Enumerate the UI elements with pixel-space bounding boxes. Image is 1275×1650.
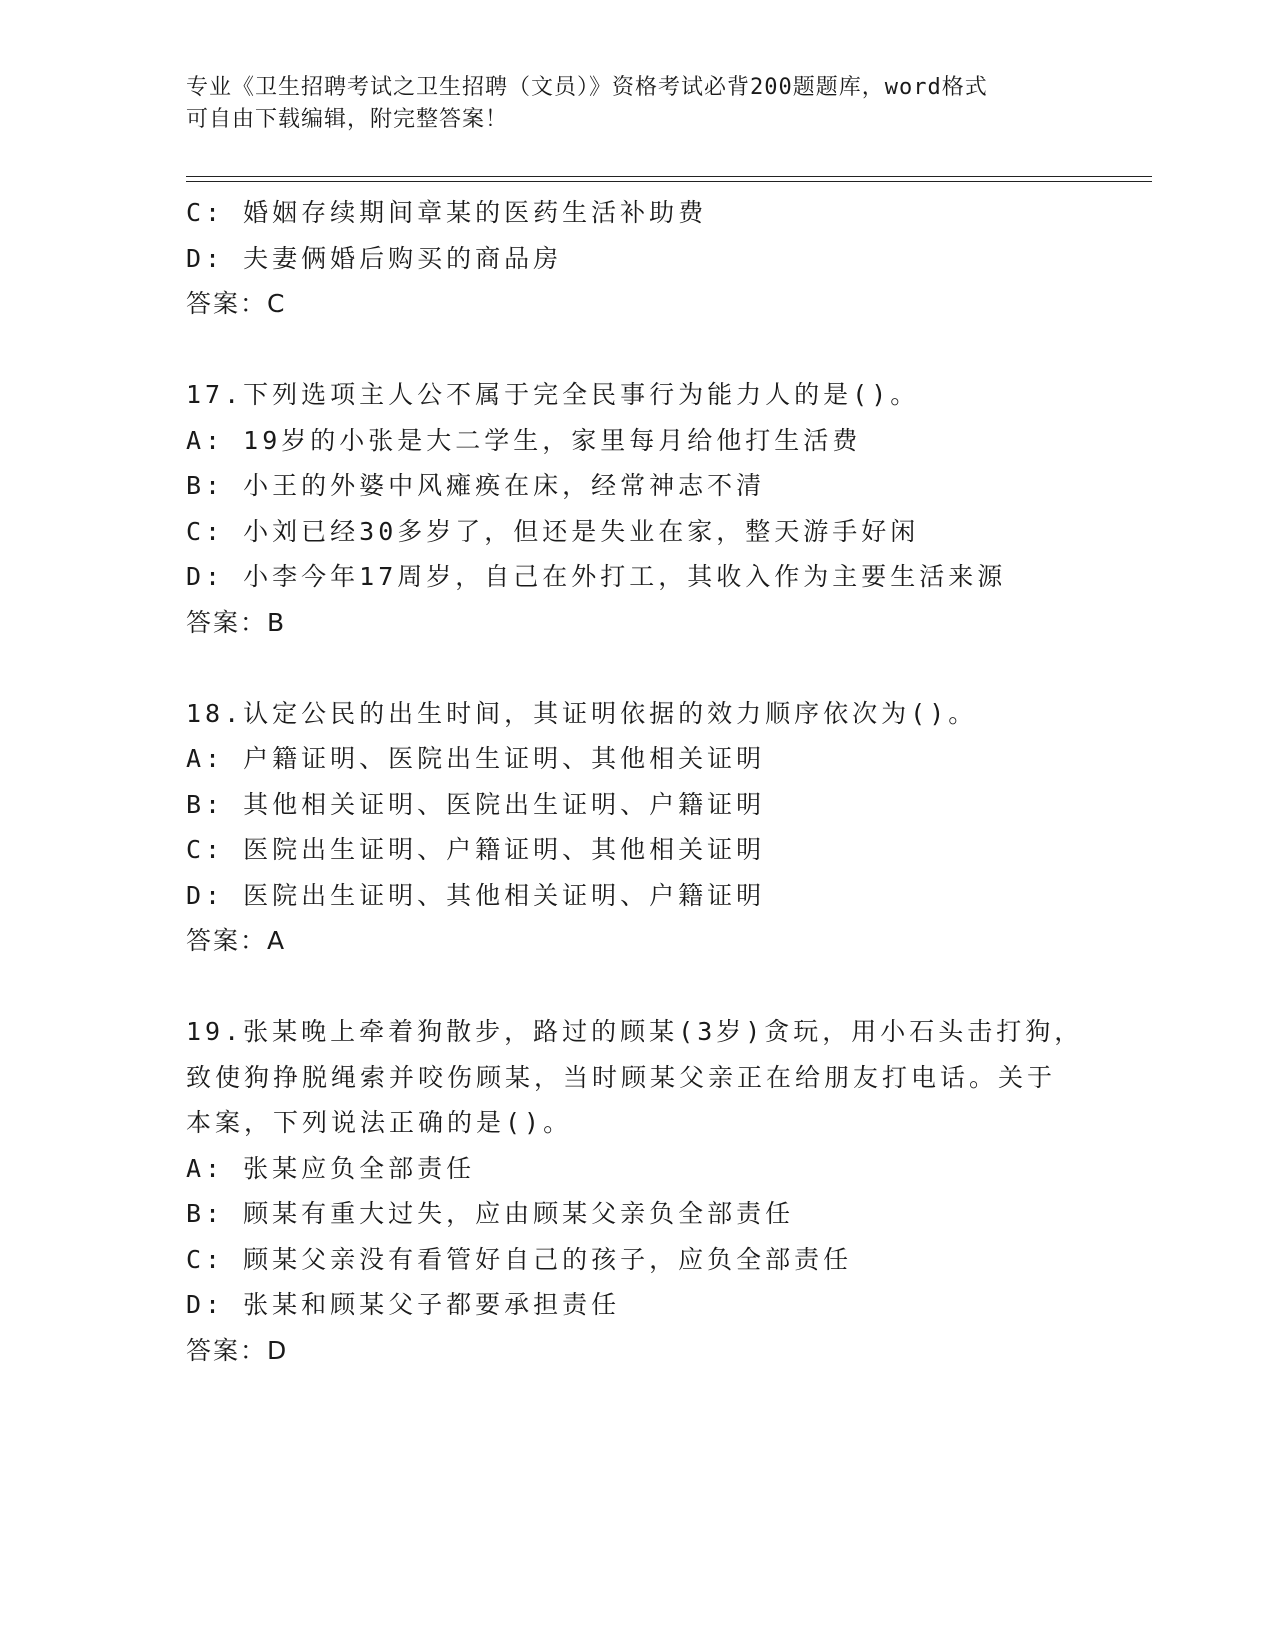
option-d: D: 夫妻俩婚后购买的商品房 <box>186 243 563 273</box>
option-c: C: 医院出生证明、户籍证明、其他相关证明 <box>186 835 766 864</box>
option-d: D: 小李今年17周岁，自己在外打工，其收入作为主要生活来源 <box>186 562 1007 591</box>
option-a: A: 户籍证明、医院出生证明、其他相关证明 <box>186 744 766 773</box>
question-stem: 18.认定公民的出生时间，其证明依据的效力顺序依次为()。 <box>186 698 978 728</box>
answer: 答案：B <box>186 607 287 637</box>
option-a: A: 张某应负全部责任 <box>186 1153 476 1183</box>
option-c: C: 婚姻存续期间章某的医药生活补助费 <box>186 198 708 227</box>
answer: 答案：A <box>186 926 287 955</box>
option-c: C: 顾某父亲没有看管好自己的孩子，应负全部责任 <box>186 1244 853 1274</box>
answer: 答案：D <box>186 1335 289 1365</box>
option-a: A: 19岁的小张是大二学生，家里每月给他打生活费 <box>186 425 862 455</box>
question-16-continuation <box>186 190 1086 327</box>
header-rule-bottom <box>186 181 1152 182</box>
option-d: D: 医院出生证明、其他相关证明、户籍证明 <box>186 880 766 910</box>
spacer <box>186 645 1086 691</box>
question-list <box>186 190 1086 1373</box>
header-line-1: 专业《卫生招聘考试之卫生招聘（文员）》资格考试必背200题题库，word格式 <box>186 75 988 100</box>
option-d: D: 张某和顾某父子都要承担责任 <box>186 1290 621 1319</box>
header-line-2: 可自由下载编辑，附完整答案！ <box>186 107 509 132</box>
question-18 <box>186 691 1086 964</box>
answer: 答案：C <box>186 289 287 318</box>
option-b: B: 其他相关证明、医院出生证明、户籍证明 <box>186 789 766 819</box>
spacer <box>186 327 1086 373</box>
option-b: B: 小王的外婆中风瘫痪在床，经常神志不清 <box>186 471 766 500</box>
option-b: B: 顾某有重大过失，应由顾某父亲负全部责任 <box>186 1199 795 1228</box>
question-stem-line-3: 本案，下列说法正确的是()。 <box>186 1108 573 1137</box>
document-header <box>186 72 1066 136</box>
spacer <box>186 964 1086 1010</box>
header-rule-top <box>186 176 1152 177</box>
question-stem: 17.下列选项主人公不属于完全民事行为能力人的是()。 <box>186 380 920 409</box>
question-19 <box>186 1009 1086 1373</box>
question-stem-line-1: 19.张某晚上牵着狗散步，路过的顾某(3岁)贪玩，用小石头击打狗， <box>186 1017 1084 1046</box>
option-c: C: 小刘已经30多岁了，但还是失业在家，整天游手好闲 <box>186 516 920 546</box>
question-17 <box>186 372 1086 645</box>
question-stem-line-2: 致使狗挣脱绳索并咬伤顾某，当时顾某父亲正在给朋友打电话。关于 <box>186 1062 1057 1092</box>
